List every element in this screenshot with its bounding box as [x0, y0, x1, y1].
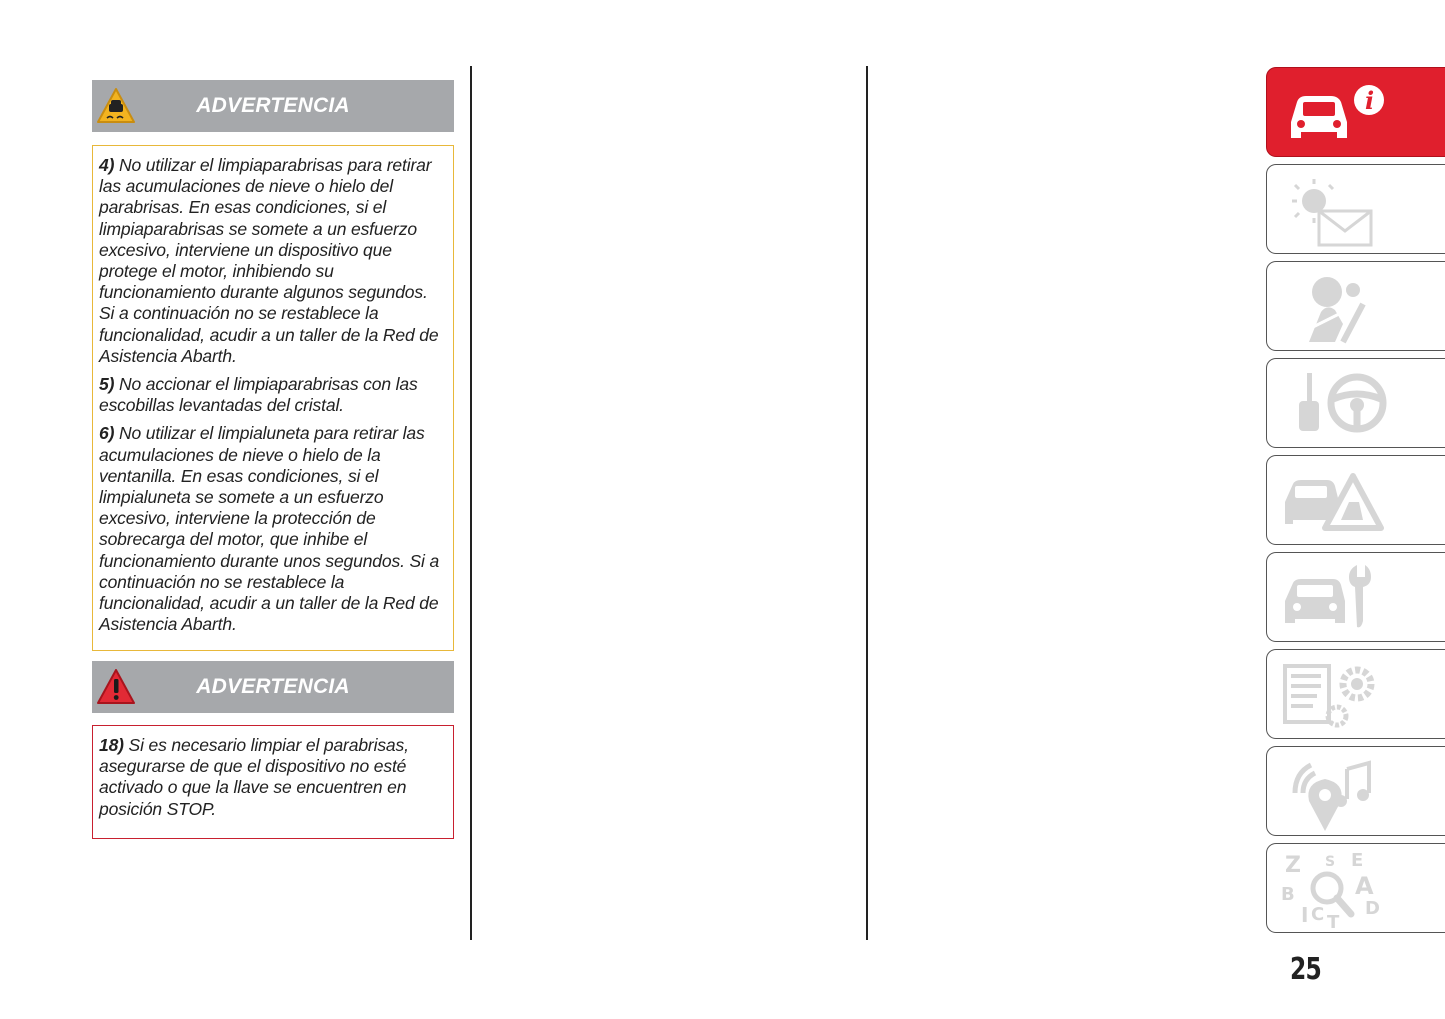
item-number: 5) [99, 374, 115, 395]
safety-tab[interactable] [1266, 261, 1445, 351]
technical-data-tab[interactable] [1266, 649, 1445, 739]
warning-item [99, 374, 447, 416]
sun-envelope-icon [1281, 171, 1391, 249]
column-divider-right [866, 66, 868, 940]
svg-text:D: D [1365, 898, 1380, 919]
svg-text:I: I [1301, 903, 1309, 927]
svg-text:Z: Z [1285, 853, 1301, 878]
index-tab[interactable] [1266, 843, 1445, 933]
alphabet-search-icon [1281, 850, 1391, 928]
item-text: No accionar el limpiaparabrisas con las escobillas levantadas del cristal. [99, 374, 418, 416]
svg-text:T: T [1327, 912, 1340, 928]
item-number: 18) [99, 735, 124, 755]
multimedia-tab[interactable] [1266, 746, 1445, 836]
car-info-tab[interactable] [1266, 67, 1445, 157]
warning-header [92, 661, 454, 713]
airbag-seatbelt-icon [1281, 268, 1391, 346]
column-divider-left [470, 66, 472, 940]
item-text: No utilizar el limpiaparabrisas para retirar las acumulaciones de nieve o hielo del parabrisas. En esas condiciones, si el limpiaparabrisas se somete a un esfuerzo excesivo, interviene un dispositivo que protege el motor, inhibiendo su funcionamiento durante algunos segundos. Si a continuación no se restablece la funcionalidad, acudir a un taller de la Red de Asistencia Abarth. [99, 155, 439, 366]
lights-messages-tab[interactable] [1266, 164, 1445, 254]
emergency-tab[interactable] [1266, 455, 1445, 545]
warning-title: ADVERTENCIA [196, 675, 350, 698]
warning-header [92, 80, 454, 132]
car-info-icon [1281, 74, 1391, 152]
key-steering-wheel-icon [1281, 365, 1391, 443]
car-hazard-triangle-icon [1281, 462, 1391, 540]
maintenance-tab[interactable] [1266, 552, 1445, 642]
item-text: No utilizar el limpialuneta para retirar las acumulaciones de nieve o hielo de la ventanilla. En esas condiciones, si el limpialuneta se somete a un esfuerzo excesivo, interviene la protección de sobrecarga del motor, que inhibe el funcionamiento durante unos segundos. Si a continuación no se restablece la funcionalidad, acudir a un taller de la Red de Asistencia Abarth. [99, 423, 440, 635]
svg-text:C: C [1311, 904, 1325, 925]
warning-title: ADVERTENCIA [196, 94, 350, 117]
svg-text:i: i [1365, 86, 1375, 115]
warning-box [92, 145, 454, 651]
starting-driving-tab[interactable] [1266, 358, 1445, 448]
item-number: 6) [99, 423, 115, 444]
signal-music-pin-icon [1281, 753, 1391, 831]
svg-text:B: B [1281, 884, 1295, 905]
svg-text:E: E [1351, 850, 1364, 871]
page-number: 25 [1290, 952, 1322, 987]
warning-item [99, 155, 447, 367]
svg-text:A: A [1355, 872, 1374, 900]
warning-item [99, 735, 447, 820]
item-text: Si es necesario limpiar el parabrisas, asegurarse de que el dispositivo no esté activado o que la llave se encuentren en posición STOP. [99, 735, 409, 819]
warning-item [99, 423, 447, 635]
item-number: 4) [99, 155, 115, 175]
svg-text:S: S [1325, 854, 1336, 870]
warning-box [92, 725, 454, 839]
list-gears-icon [1281, 656, 1391, 734]
car-wrench-icon [1281, 559, 1391, 637]
